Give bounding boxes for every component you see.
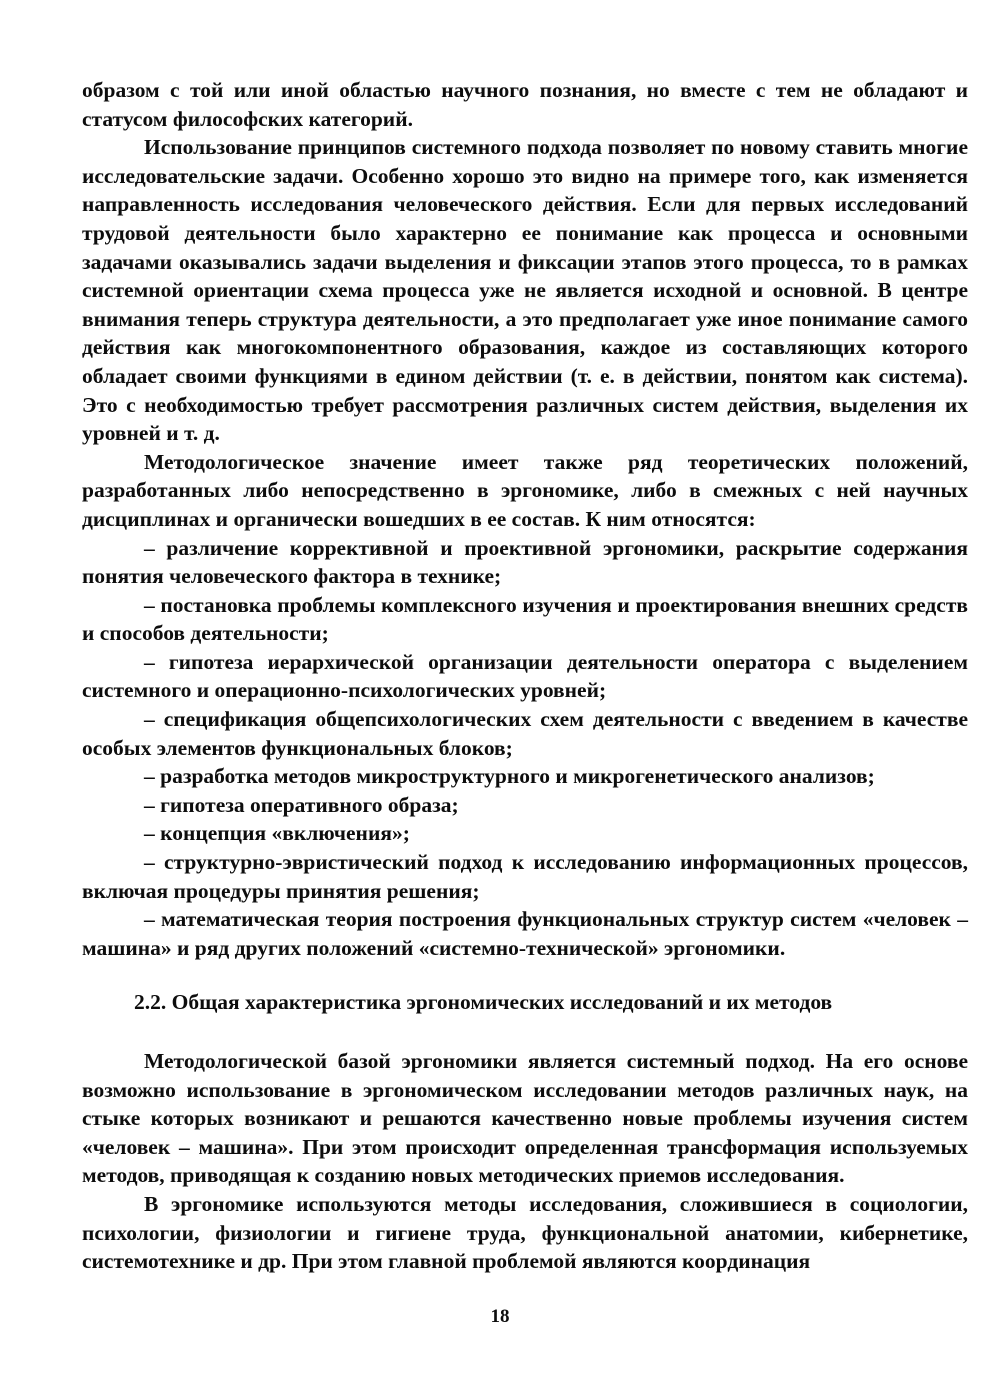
list-item: – гипотеза иерархической организации деятельности оператора с выделением системного и операционно-психологических уровней; xyxy=(82,649,968,703)
paragraph-methodological-significance: Методологическое значение имеет также ряд теоретических положений, разработанных либо непосредственно в эргономике, либо в смежных с ней научных дисциплинах и органически вошедших в ее состав. К ним относятся: xyxy=(82,449,968,531)
list-item: – концепция «включения»; xyxy=(144,821,410,846)
list-item: – гипотеза оперативного образа; xyxy=(144,792,459,817)
paragraph-systems-approach: Использование принципов системного подхода позволяет по новому ставить многие исследовательские задачи. Особенно хорошо это видно на примере того, как изменяется направленность исследования человеческого действия. Если для первых исследований трудовой деятельности было характерно ее понимание как процесса и основными задачами оказывались задачи выделения и фиксации этапов этого процесса, то в рамках системной ориентации схема процесса уже не является исходной и основной. В центре внимания теперь структура деятельности, а это предполагает уже иное понимание самого действия как многокомпонентного образования, каждое из составляющих которого обладает своими функциями в едином действии (т. е. в действии, понятом как система). Это с необходимостью требует рассмотрения различных систем действия, выделения их уровней и т. д. xyxy=(82,135,968,446)
list-item: – разработка методов микроструктурного и микрогенетического анализов; xyxy=(144,764,875,789)
paragraph-methodological-base: Методологической базой эргономики является системный подход. На его основе возможно использование в эргономическом исследовании методов различных наук, на стыке которых возникают и решаются качественно новые проблемы изучения систем «человек – машина». При этом происходит определенная трансформация используемых методов, приводящая к созданию новых методических приемов исследования. xyxy=(82,1049,968,1188)
list-item: – структурно-эвристический подход к исследованию информационных процессов, включая процедуры принятия решения; xyxy=(82,850,968,903)
paragraph-continuation: образом с той или иной областью научного познания, но вместе с тем не обладают и статусом философских категорий. xyxy=(82,78,968,131)
paragraph-methods: В эргономике используются методы исследования, сложившиеся в социологии, психологии, физиологии и гигиене труда, функциональной анатомии, кибернетике, системотехнике и др. При этом главной проблемой являются координация xyxy=(82,1191,968,1274)
section-heading: 2.2. Общая характеристика эргономических исследований и их методов xyxy=(134,990,833,1015)
list-item: – спецификация общепсихологических схем деятельности с введением в качестве особых элементов функциональных блоков; xyxy=(82,707,968,760)
list-item: – различение коррективной и проективной эргономики, раскрытие содержания понятия человеческого фактора в технике; xyxy=(82,535,968,589)
list-item: – математическая теория построения функциональных структур систем «человек – машина» и ряд других положений «системно-технической» эргономики. xyxy=(82,907,968,960)
page-text xyxy=(82,76,968,1276)
page-number: 18 xyxy=(490,1306,510,1327)
list-item: – постановка проблемы комплексного изучения и проектирования внешних средств и способов деятельности; xyxy=(82,592,968,646)
